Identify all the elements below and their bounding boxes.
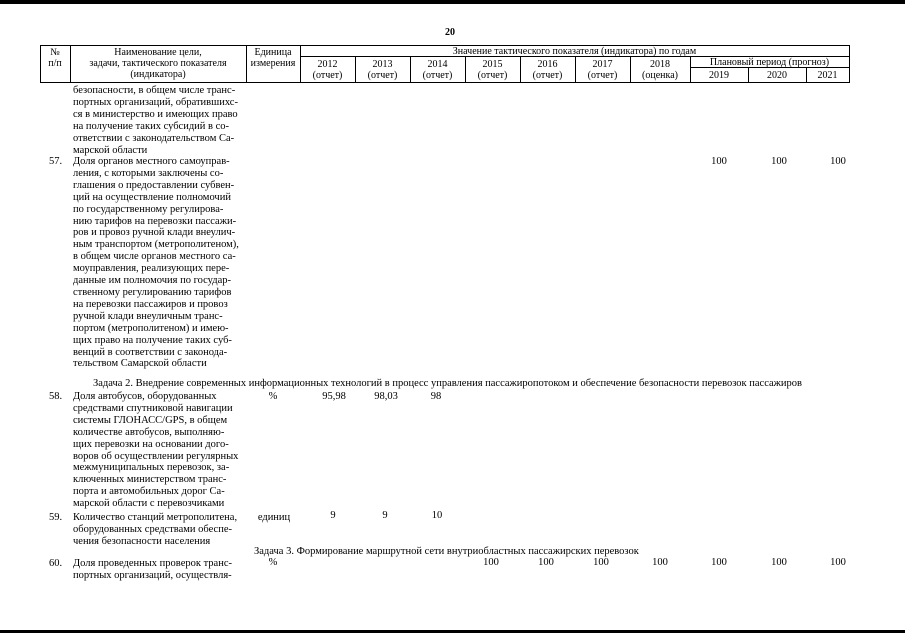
header-num: № п/п xyxy=(48,47,62,69)
indicator-name: Доля автобусов, оборудованных средствами спутниковой навигации системы ГЛОНАСС/GPS, в общем количестве автобусов, выполняю- щих перевозки на основании дого- воров об осуществлении регулярных межмуниципальных перевозок, за- ключенных министерством транс- порта и автомобильных дорог Са- марской области с перевозчиками xyxy=(73,391,239,510)
header-plan-2021: 2021 xyxy=(817,70,838,81)
value-2015: 100 xyxy=(483,557,499,568)
plan-2020-value: 100 xyxy=(771,557,787,568)
row-number: 58. xyxy=(49,391,63,402)
header-year-2013: 2013 (отчет) xyxy=(367,59,398,81)
value-2017: 100 xyxy=(593,557,609,568)
value-2012: 9 xyxy=(330,510,336,521)
unit-value: единиц xyxy=(257,512,291,523)
value-2014: 10 xyxy=(431,510,443,521)
header-year-2016: 2016 (отчет) xyxy=(532,59,563,81)
header-name: Наименование цели, задачи, тактического показателя (индикатора) xyxy=(89,47,227,80)
task-2-heading: Задача 2. Внедрение современных информационных технологий в процесс управления пассажиропотоком и обеспечение безопасности перевозок пассажиров xyxy=(93,378,802,389)
plan-2021-value: 100 xyxy=(830,557,846,568)
value-2016: 100 xyxy=(538,557,554,568)
continuation-text: безопасности, в общем числе транс- портных организаций, обратившихс- ся в министерство и имеющих право на получение таких субсидий в со- ответствии с законодательством Са- марской области xyxy=(73,85,238,156)
header-unit: Единица измерения xyxy=(250,47,296,69)
plan-2019-value: 100 xyxy=(711,156,727,167)
plan-2021-value: 100 xyxy=(830,156,846,167)
header-year-2014: 2014 (отчет) xyxy=(422,59,453,81)
header-plan-title: Плановый период (прогноз) xyxy=(709,57,830,68)
unit-value: % xyxy=(268,557,278,568)
plan-2019-value: 100 xyxy=(711,557,727,568)
value-2012: 95,98 xyxy=(322,391,346,402)
header-plan-2019: 2019 xyxy=(709,70,729,81)
header-year-2017: 2017 (отчет) xyxy=(587,59,618,81)
page-number: 20 xyxy=(445,27,455,38)
row-number: 60. xyxy=(49,558,63,569)
header-year-2018: 2018 (оценка) xyxy=(642,59,678,81)
header-plan-2020: 2020 xyxy=(767,70,787,81)
value-2013: 98,03 xyxy=(374,391,398,402)
plan-2020-value: 100 xyxy=(771,156,787,167)
top-border xyxy=(0,0,905,4)
value-2018: 100 xyxy=(652,557,668,568)
header-year-2012: 2012 (отчет) xyxy=(312,59,343,81)
value-2013: 9 xyxy=(382,510,388,521)
header-values-title: Значение тактического показателя (индикатора) по годам xyxy=(452,46,697,57)
indicator-name: Количество станций метрополитена, оборудованных средствами обеспе- чения безопасности населения xyxy=(73,512,238,547)
indicator-name: Доля органов местного самоупрaв- ления, с которыми заключены со- глашения о предоставлении субвен- ций на осуществление полномочий по государственному регулирова- нию тарифов на перевозки пассажи- ров и провоз ручной клади внеулич- ным транспортом (метрополитеном), в общем числе органов местного са- моуправления, реализующих пере- данные им полномочия по государ- ственному регулированию тарифов на перевозки пассажиров и провоз ручной клади внеуличным транс- портом (метрополитеном) и имею- щих право на получение таких суб- венций в соответствии с законода- тельством Самарской области xyxy=(73,156,239,370)
row-number: 59. xyxy=(49,512,63,523)
header-year-2015: 2015 (отчет) xyxy=(477,59,508,81)
task-3-heading: Задача 3. Формирование маршрутной сети внутриобластных пассажирских перевозок xyxy=(254,546,639,557)
bottom-border xyxy=(0,630,905,633)
value-2014: 98 xyxy=(430,391,442,402)
unit-value: % xyxy=(268,391,278,402)
indicator-name: Доля проведенных проверок транс- портных организаций, осуществля- xyxy=(73,558,232,581)
row-number: 57. xyxy=(49,156,63,167)
